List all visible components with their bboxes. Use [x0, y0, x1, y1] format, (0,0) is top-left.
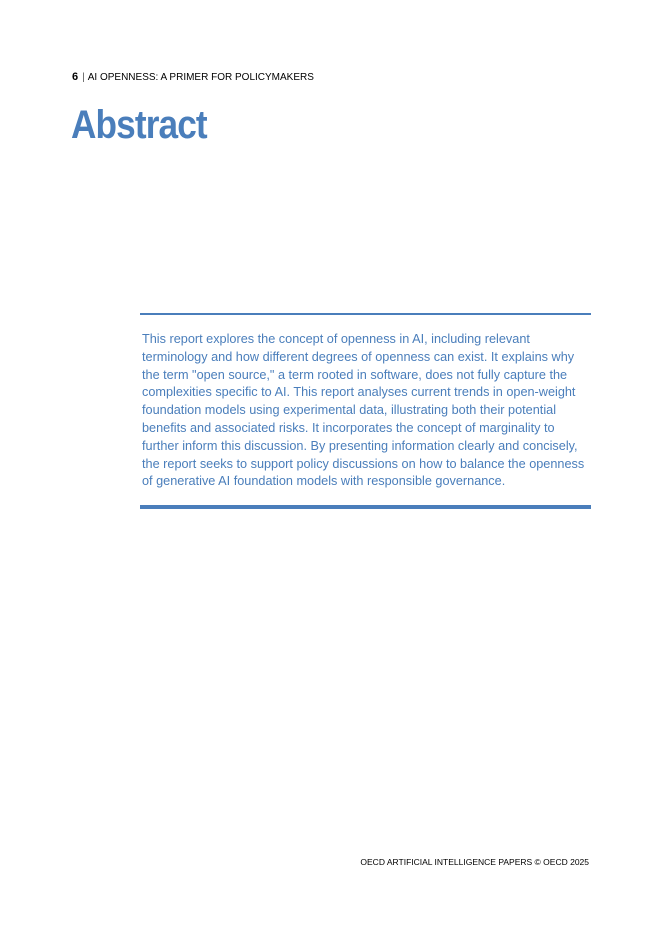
page-number: 6: [72, 71, 79, 83]
abstract-text: This report explores the concept of openness in AI, including relevant terminology and how different degrees of openness can exist. It explains why the term "open source," a term rooted in software, does not fully capture the complexities specific to AI. This report analyses current trends in open-weight foundation models using experimental data, illustrating both their potential benefits and associated risks. It incorporates the concept of marginality to further inform this discussion. By presenting information clearly and concisely, the report seeks to support policy discussions on how to balance the openness of generative AI foundation models with responsible governance.: [142, 332, 585, 489]
running-header: [72, 70, 314, 85]
header-separator: |: [82, 72, 85, 83]
running-footer: OECD ARTIFICIAL INTELLIGENCE PAPERS © OECD 2025: [360, 857, 589, 867]
page-title: Abstract: [71, 103, 207, 147]
running-title: AI OPENNESS: A PRIMER FOR POLICYMAKERS: [87, 72, 314, 83]
abstract-box: [140, 313, 591, 509]
abstract-bottom-rule: [140, 505, 591, 509]
